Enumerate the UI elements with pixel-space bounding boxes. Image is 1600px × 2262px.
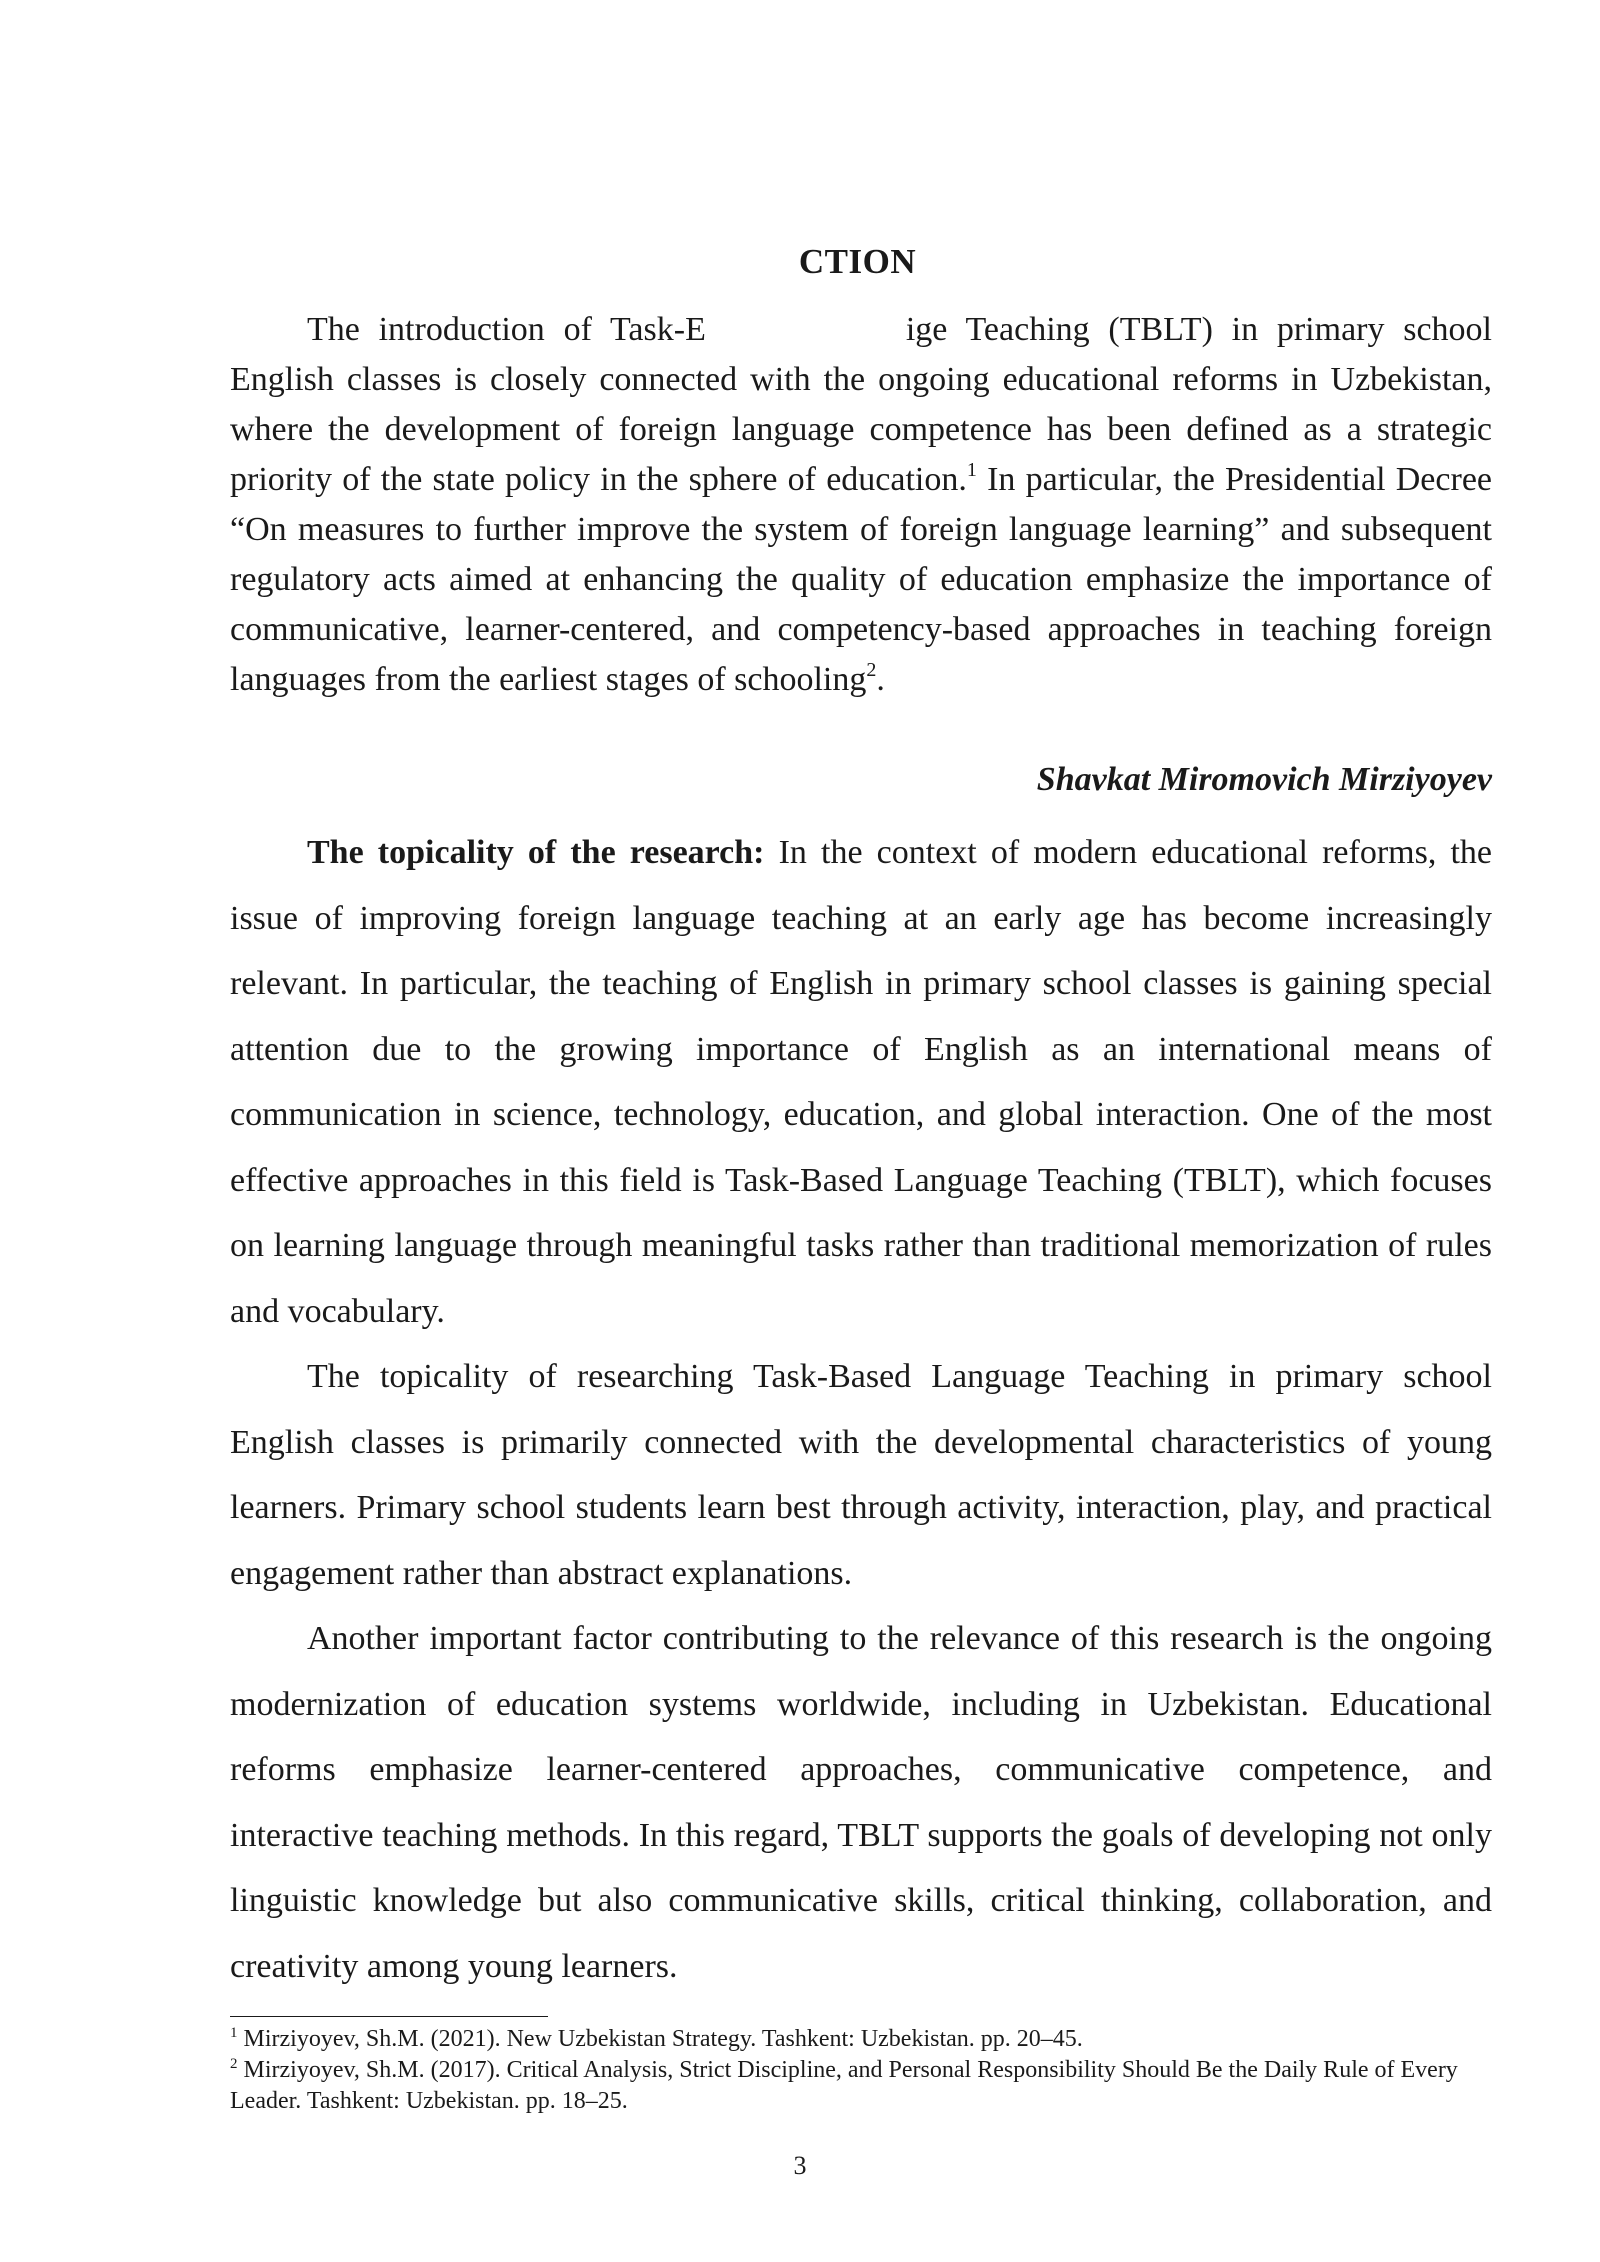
author-attribution: Shavkat Miromovich Mirziyoyev [1036,761,1492,798]
topicality-lead: The topicality of the research: [307,834,765,871]
intro-text-start: The introduction of Task-E [307,311,706,348]
intro-text-end: . [876,661,885,698]
footnote-text-1: Mirziyoyev, Sh.M. (2021). New Uzbekistan Strategy. Tashkent: Uzbekistan. pp. 20–45. [237,2026,1083,2052]
page-number: 3 [793,2151,807,2180]
footnote-separator [230,2016,548,2017]
body-text [230,820,1492,1999]
section-heading-text: CTION [798,242,917,281]
topicality-text: In the context of modern educational reforms, the issue of improving foreign language teaching at an early age has become increasingly relevant. In particular, the teaching of English in primary school classes is gaining special attention due to the growing importance of English as an international means of communication in science, technology, education, and global interaction. One of the most effective approaches in this field is Task-Based Language Teaching (TBLT), which focuses on learning language through meaningful tasks rather than traditional memorization of rules and vocabulary. [230,834,1492,1330]
footnote-ref-2: 2 [866,659,877,681]
occluded-region [706,310,906,346]
intro-text-resume: ige Teaching (TBLT) in primary school English classes is closely connected with the ongoing educational reforms in Uzbekistan, where the development of foreign language competence has been defined as a strategic priority of the state policy in the sphere of education. [230,311,1492,498]
footnote-1 [230,2024,1492,2055]
topicality-paragraph [230,820,1492,1344]
footnotes [230,2024,1492,2117]
footnote-mark-1: 1 [230,2025,238,2041]
intro-paragraph [230,305,1492,705]
intro-text-continued: In particular, the Presidential Decree “On measures to further improve the system of foreign language learning” and subsequent regulatory acts aimed at enhancing the quality of education emphasize the importance of communicative, learner-centered, and competency-based approaches in teaching foreign languages from the earliest stages of schooling [230,461,1492,698]
paragraph-developmental: The topicality of researching Task-Based Language Teaching in primary school English classes is primarily connected with the developmental characteristics of young learners. Primary school students learn best through activity, interaction, play, and practical engagement rather than abstract explanations. [230,1358,1492,1592]
footnote-2 [230,2055,1492,2117]
footnote-text-2: Mirziyoyev, Sh.M. (2017). Critical Analysis, Strict Discipline, and Personal Responsibility Should Be the Daily Rule of Every Leader. Tashkent: Uzbekistan. pp. 18–25. [230,2057,1458,2114]
paragraph-modernization: Another important factor contributing to the relevance of this research is the ongoing modernization of education systems worldwide, including in Uzbekistan. Educational reforms emphasize learner-centered approaches, communicative competence, and interactive teaching methods. In this regard, TBLT supports the goals of developing not only linguistic knowledge but also communicative skills, critical thinking, collaboration, and creativity among young learners. [230,1620,1492,1985]
footnote-ref-1: 1 [966,459,977,481]
footnote-mark-2: 2 [230,2056,238,2072]
section-heading [0,240,1600,284]
